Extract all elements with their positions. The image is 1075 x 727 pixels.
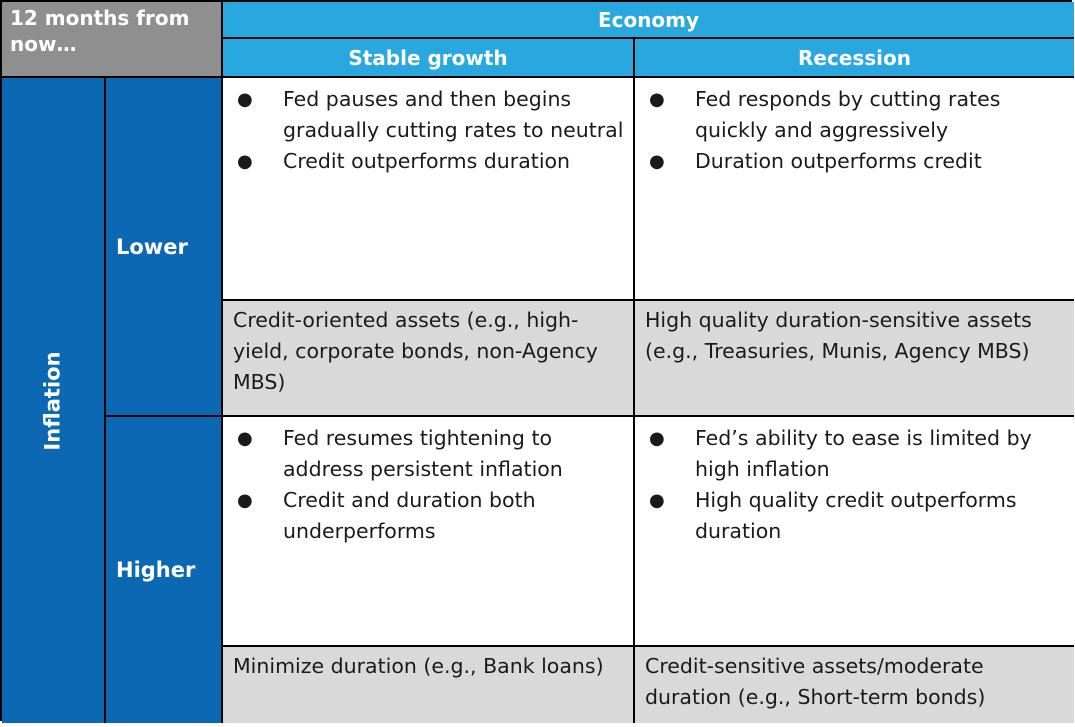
row-label-higher — [106, 417, 223, 723]
inflation-label-cell — [2, 78, 106, 723]
row-label-higher-text: Higher — [116, 558, 196, 582]
list-item: ● Fed’s ability to ease is limited by high inflation — [645, 423, 1066, 485]
list-item: ● Fed resumes tightening to address persistent inflation — [233, 423, 625, 485]
bullet-icon: ● — [237, 490, 253, 511]
higher-recession-assets: Credit-sensitive assets/moderate duration (e.g., Short-term bonds) — [635, 647, 1074, 723]
higher-stable-bullets — [223, 417, 635, 647]
inflation-label: Inflation — [41, 350, 65, 451]
economy-header: Economy — [223, 2, 1074, 39]
bullet-icon: ● — [649, 89, 665, 110]
bullet-icon: ● — [649, 151, 665, 172]
list-item: ● Fed pauses and then begins gradually cutting rates to neutral — [233, 84, 625, 146]
list-item: ● Fed responds by cutting rates quickly and aggressively — [645, 84, 1066, 146]
bullet-icon: ● — [649, 428, 665, 449]
bullet-icon: ● — [237, 151, 253, 172]
list-item: ● Duration outperforms credit — [645, 146, 1066, 177]
bullet-icon: ● — [237, 89, 253, 110]
list-item: ● Credit and duration both underperforms — [233, 485, 625, 547]
lower-recession-bullets — [635, 78, 1074, 301]
col-header-recession: Recession — [635, 39, 1074, 78]
bullet-icon: ● — [237, 428, 253, 449]
list-item: ● High quality credit outperforms duration — [645, 485, 1066, 547]
row-label-lower — [106, 78, 223, 417]
col-header-stable-growth: Stable growth — [223, 39, 635, 78]
row-label-lower-text: Lower — [116, 234, 188, 259]
list-item: ● Credit outperforms duration — [233, 146, 625, 177]
higher-stable-assets: Minimize duration (e.g., Bank loans) — [223, 647, 635, 723]
higher-recession-bullets — [635, 417, 1074, 647]
bullet-icon: ● — [649, 490, 665, 511]
lower-stable-bullets — [223, 78, 635, 301]
lower-stable-assets: Credit-oriented assets (e.g., high-yield, corporate bonds, non-Agency MBS) — [223, 301, 635, 417]
corner-header: 12 months from now… — [2, 2, 223, 78]
lower-recession-assets: High quality duration-sensitive assets (e.g., Treasuries, Munis, Agency MBS) — [635, 301, 1074, 417]
